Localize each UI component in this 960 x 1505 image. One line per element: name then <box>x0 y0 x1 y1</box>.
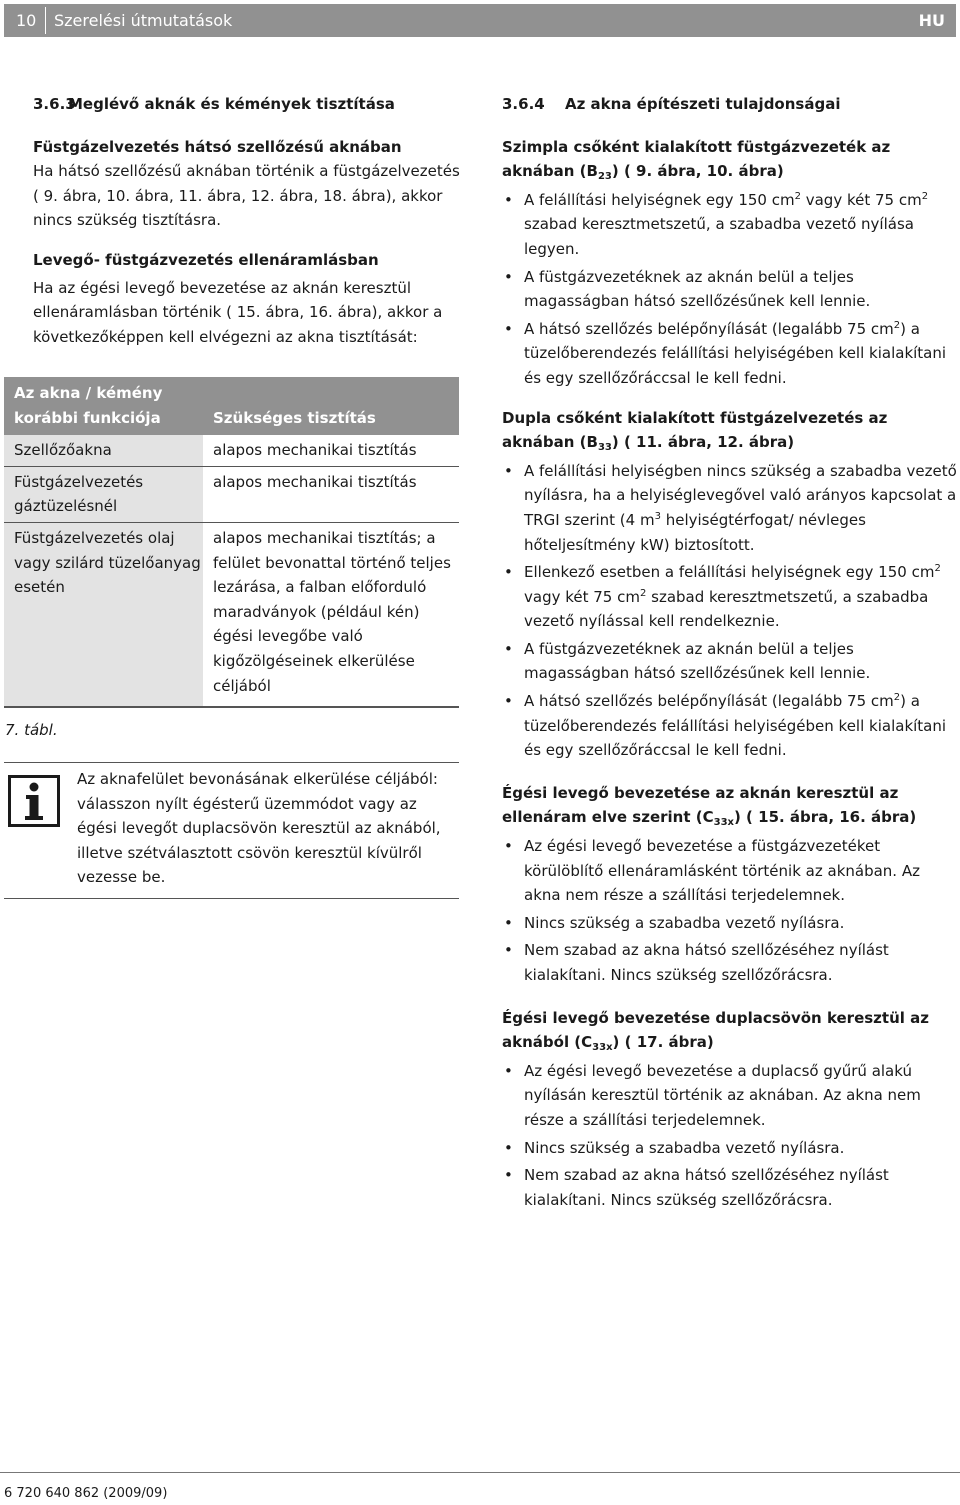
subheading-text: ) ( 17. ábra) <box>612 1033 714 1052</box>
list-item: • A felállítási helyiségben nincs szükség a szabadba vezető nyílásra, ha a helyiséglevegővel való arányos kapcsolat a TRGI szerint (4 $m^3$ helyiségtérfogat/ névleges hőteljesítmény kW) biztosított. <box>502 459 957 557</box>
list-item: • Az égési levegő bevezetése a duplacső gyűrű alakú nyílásán keresztül történik az aknában. Az akna nem része a szállítási terjedelemnek. <box>502 1059 957 1133</box>
list-item: • Nem szabad az akna hátsó szellőzéséhez nyílást kialakítani. Nincs szükség szellőzőrácsra. <box>502 938 957 987</box>
paragraph-back-vent: Ha hátsó szellőzésű aknában történik a füstgázelvezetés ( 9. ábra, 10. ábra, 11. ábra, 12. ábra, 18. ábra), akkor nincs szükség tisztításra. <box>33 162 460 230</box>
paragraph-counterflow: Ha az égési levegő bevezetése az aknán keresztül ellenáramlásban történik ( 15. ábra, 16. ábra), akkor a következőképpen kell elvégezni az akna tisztítását: <box>33 278 443 346</box>
subscript: 33 <box>597 442 612 454</box>
table-header-cell: Szükséges tisztítás <box>203 377 459 435</box>
list-item: • A hátsó szellőzés belépőnyílását (legalább 75 $cm^2$) a tüzelőberendezés felállítási helyiségében kell kialakítani és egy szellőzőráccsal le kell fedni. <box>502 689 957 763</box>
list-item: • A felállítási helyiségnek egy 150 $cm^2$ vagy két 75 $cm^2$ szabad keresztmetszetű, a szabadba vezető nyílása legyen. <box>502 188 957 262</box>
subheading-text: Dupla csőként kialakított füstgázelvezetés az aknában (B <box>502 408 888 452</box>
subheading-c33x-counterflow <box>502 781 957 830</box>
subheading-text: Égési levegő bevezetése az aknán keresztül az ellenáram elve szerint (C <box>502 783 899 827</box>
section-title-364 <box>502 92 957 117</box>
subscript: 33x <box>592 1042 613 1054</box>
table-row <box>4 523 459 708</box>
bullet-list-c33x-doublepipe <box>502 1059 957 1213</box>
subheading-text: ) ( 11. ábra, 12. ábra) <box>611 433 795 452</box>
table-cell: alapos mechanikai tisztítás <box>213 472 417 491</box>
section-number: 3.6.4 <box>502 95 545 113</box>
list-item: • Az égési levegő bevezetése a füstgázvezetéket körülöblítő ellenáramlásként történik az aknában. Az akna nem része a szállítási terjedelemnek. <box>502 834 957 908</box>
section-title-text: Az akna építészeti tulajdonságai <box>565 95 841 113</box>
header-divider <box>45 7 46 34</box>
list-item: • Nem szabad az akna hátsó szellőzéséhez nyílást kialakítani. Nincs szükség szellőzőrácsra. <box>502 1163 957 1212</box>
table-header-cell: Az akna / kémény korábbi funkciója <box>4 377 203 435</box>
list-item: • Nincs szükség a szabadba vezető nyílásra. <box>502 1136 957 1161</box>
table-cell: alapos mechanikai tisztítás <box>213 441 417 460</box>
page-number: 10 <box>16 11 37 30</box>
table-caption: 7. tábl. <box>5 721 58 739</box>
page-header <box>4 4 956 37</box>
note-line-1: Az aknafelület bevonásának elkerülése céljából: <box>77 770 438 788</box>
header-title: Szerelési útmutatások <box>54 11 233 30</box>
note-line-2: válasszon nyílt égésterű üzemmódot vagy az égési levegőt duplacsövön keresztül az aknából, illetve szétválasztott csövön keresztül kívülről vezesse be. <box>77 794 441 887</box>
subheading-b23 <box>502 135 957 184</box>
subscript: 23 <box>597 171 612 183</box>
subheading-text: ) ( 15. ábra, 16. ábra) <box>733 808 917 827</box>
section-title-text: Meglévő aknák és kémények tisztítása <box>68 95 395 113</box>
table-cell: alapos mechanikai tisztítás; a felület bevonattal történő teljes lezárása, a falban előforduló maradványok (például kén) égési levegőbe való kigőzölgéseinek elkerülése céljából <box>213 528 451 695</box>
list-item: • Nincs szükség a szabadba vezető nyílásra. <box>502 911 957 936</box>
bullet-list-b23 <box>502 188 957 391</box>
page-footer <box>0 1472 960 1501</box>
section-title-363 <box>33 92 461 117</box>
table-cell: Füstgázelvezetés gáztüzelésnél <box>4 467 203 522</box>
document-id: 6 720 640 862 (2009/09) <box>4 1486 168 1501</box>
info-icon <box>8 775 60 827</box>
left-column <box>33 92 461 349</box>
subheading-text: ) ( 9. ábra, 10. ábra) <box>611 162 784 181</box>
bullet-list-c33x-counterflow <box>502 834 957 988</box>
table-header-row <box>4 377 459 435</box>
right-column <box>502 92 957 1212</box>
table-cell: Szellőzőakna <box>4 435 203 466</box>
subscript: 33x <box>713 817 734 829</box>
info-note <box>4 762 459 899</box>
list-item: • A hátsó szellőzés belépőnyílását (legalább 75 $cm^2$) a tüzelőberendezés felállítási helyiségében kell kialakítani és egy szellőzőráccsal le kell fedni. <box>502 317 957 391</box>
subheading-b33 <box>502 406 957 455</box>
bullet-list-b33 <box>502 459 957 763</box>
section-number: 3.6.3 <box>33 95 76 113</box>
subheading-back-vent: Füstgázelvezetés hátsó szellőzésű aknában <box>33 137 402 156</box>
table-row <box>4 435 459 467</box>
table-row <box>4 467 459 523</box>
subheading-c33x-doublepipe <box>502 1006 957 1055</box>
subheading-text: Szimpla csőként kialakított füstgázvezeték az aknában (B <box>502 137 891 181</box>
language-code: HU <box>918 11 945 30</box>
list-item: • A füstgázvezetéknek az aknán belül a teljes magasságban hátsó szellőzésűnek kell lennie. <box>502 265 957 314</box>
list-item: • Ellenkező esetben a felállítási helyiségnek egy 150 $cm^2$ vagy két 75 $cm^2$ szabad keresztmetszetű, a szabadba vezető nyílással kell rendelkeznie. <box>502 560 957 634</box>
table-cell: Füstgázelvezetés olaj vagy szilárd tüzelőanyag esetén <box>4 523 203 706</box>
list-item: • A füstgázvezetéknek az aknán belül a teljes magasságban hátsó szellőzésűnek kell lennie. <box>502 637 957 686</box>
cleaning-table <box>4 377 459 708</box>
subheading-text: Égési levegő bevezetése duplacsövön keresztül az aknából (C <box>502 1008 929 1052</box>
subheading-counterflow: Levegő- füstgázvezetés ellenáramlásban <box>33 250 379 269</box>
